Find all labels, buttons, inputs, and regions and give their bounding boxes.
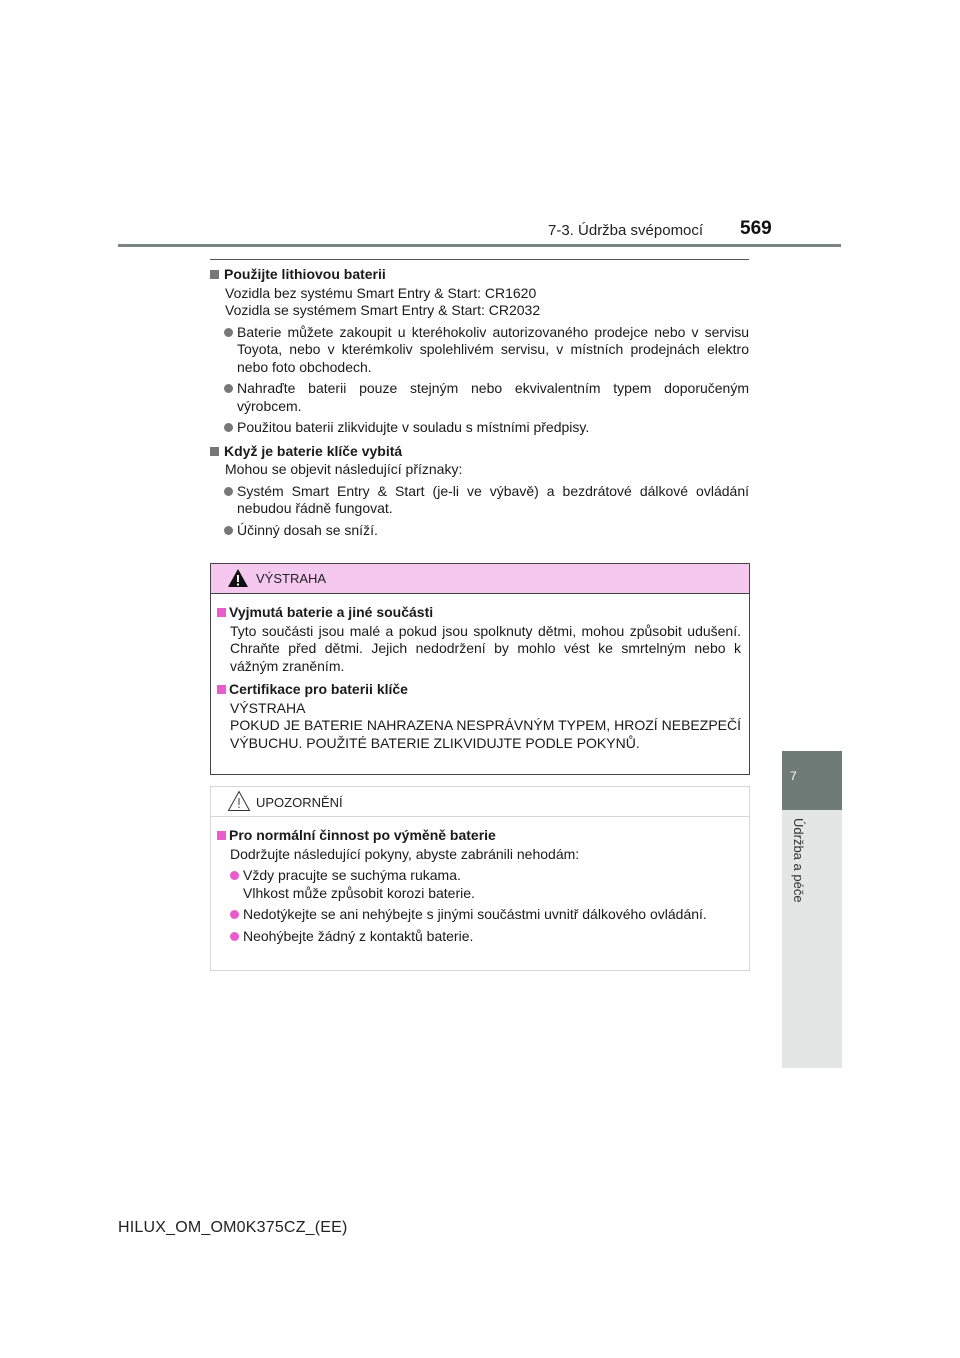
- warning-body: [211, 594, 749, 752]
- round-bullet-icon: [224, 384, 233, 393]
- round-bullet-icon: [230, 932, 239, 941]
- caution-header: [211, 787, 749, 817]
- warning-triangle-icon: [227, 568, 249, 588]
- chapter-tab: [782, 751, 842, 810]
- battery-line-1: Vozidla bez systému Smart Entry & Start: CR1620: [225, 284, 537, 301]
- bullet-text: Vlhkost může způsobit korozi baterie.: [243, 884, 475, 901]
- battery-bullet: [210, 380, 749, 415]
- chapter-title: Údržba a péče: [791, 818, 806, 903]
- square-bullet-icon: [217, 831, 226, 840]
- chapter-number: 7: [790, 769, 797, 783]
- battery-line-2: Vozidla se systémem Smart Entry & Start: CR2032: [225, 302, 541, 318]
- bullet-text: Systém Smart Entry & Start (je-li ve výbavě) a bezdrátové dálkové ovládání nebudou řádně fungovat.: [237, 482, 749, 516]
- warning-section-title: [217, 604, 741, 622]
- low-battery-title-text: Když je baterie klíče vybitá: [224, 442, 403, 459]
- bullet-text: Neohýbejte žádný z kontaktů baterie.: [243, 927, 474, 944]
- warning-label: VÝSTRAHA: [256, 571, 327, 586]
- caution-intro: Dodržujte následující pokyny, abyste zabránili nehodám:: [230, 845, 580, 862]
- round-bullet-icon: [230, 910, 239, 919]
- round-bullet-icon: [230, 871, 239, 880]
- low-battery-bullet: [210, 483, 749, 518]
- bullet-text: Použitou baterii zlikvidujte v souladu s místními předpisy.: [237, 419, 590, 435]
- battery-bullet: [210, 419, 749, 437]
- bullet-text: Vždy pracujte se suchýma rukama.: [243, 867, 461, 883]
- warning-s1-text: Tyto součásti jsou malé a pokud jsou spolknuty dětmi, mohou způsobit udušení. Chraňte před dětmi. Jejich nedodržení by mohlo vést ke smrtelným nebo k vážným zraněním.: [230, 622, 741, 674]
- square-bullet-icon: [210, 447, 219, 456]
- caution-triangle-icon: [227, 790, 251, 812]
- header-section: 7-3. Údržba svépomocí: [548, 222, 704, 239]
- battery-section-title: [210, 266, 749, 284]
- round-bullet-icon: [224, 328, 233, 337]
- square-bullet-icon: [210, 270, 219, 279]
- caution-s1-title: Pro normální činnost po výměně baterie: [229, 827, 496, 843]
- caution-body: [211, 817, 749, 945]
- warning-s1-title: Vyjmutá baterie a jiné součásti: [229, 604, 434, 620]
- bullet-text: Účinný dosah se sníží.: [237, 521, 378, 538]
- warning-header: [211, 564, 749, 594]
- square-bullet-icon: [217, 685, 226, 694]
- bullet-text: Nahraďte baterii pouze stejným nebo ekvivalentním typem doporučeným výrobcem.: [237, 380, 749, 414]
- battery-bullet: [210, 324, 749, 377]
- round-bullet-icon: [224, 423, 233, 432]
- caution-bullet: [217, 928, 741, 946]
- low-battery-bullet: [210, 522, 749, 540]
- low-battery-intro: Mohou se objevit následující příznaky:: [225, 461, 463, 477]
- caution-bullet: [217, 867, 741, 902]
- warning-box: [210, 563, 750, 775]
- caution-section-title: [217, 827, 741, 845]
- round-bullet-icon: [224, 526, 233, 535]
- page-number: 569: [740, 218, 772, 239]
- bullet-text: Nedotýkejte se ani nehýbejte s jinými součástmi uvnitř dálkového ovládání.: [243, 906, 707, 922]
- caution-label: UPOZORNĚNÍ: [256, 795, 343, 810]
- caution-bullet: [217, 906, 741, 924]
- header-rule: [118, 244, 841, 247]
- warning-s2-line-2: POKUD JE BATERIE NAHRAZENA NESPRÁVNÝM TYPEM, HROZÍ NEBEZPEČÍ VÝBUCHU. POUŽITÉ BATERIE ZLIKVIDUJTE PODLE POKYNŮ.: [230, 717, 741, 751]
- warning-s2-line-1: VÝSTRAHA: [230, 699, 306, 716]
- footer-code: HILUX_OM_OM0K375CZ_(EE): [118, 1219, 348, 1236]
- square-bullet-icon: [217, 608, 226, 617]
- warning-section-title: [217, 681, 741, 699]
- content-rule: [210, 259, 749, 260]
- caution-box: [210, 786, 750, 971]
- round-bullet-icon: [224, 487, 233, 496]
- main-content: [210, 266, 749, 539]
- battery-title-text: Použijte lithiovou baterii: [224, 266, 386, 282]
- warning-s2-title: Certifikace pro baterii klíče: [229, 681, 408, 697]
- low-battery-section-title: [210, 443, 749, 461]
- bullet-text: Baterie můžete zakoupit u kteréhokoliv autorizovaného prodejce nebo v servisu Toyota, nebo v kterémkoliv spolehlivém servisu, v místních prodejnách elektro nebo foto obchodech.: [237, 323, 749, 375]
